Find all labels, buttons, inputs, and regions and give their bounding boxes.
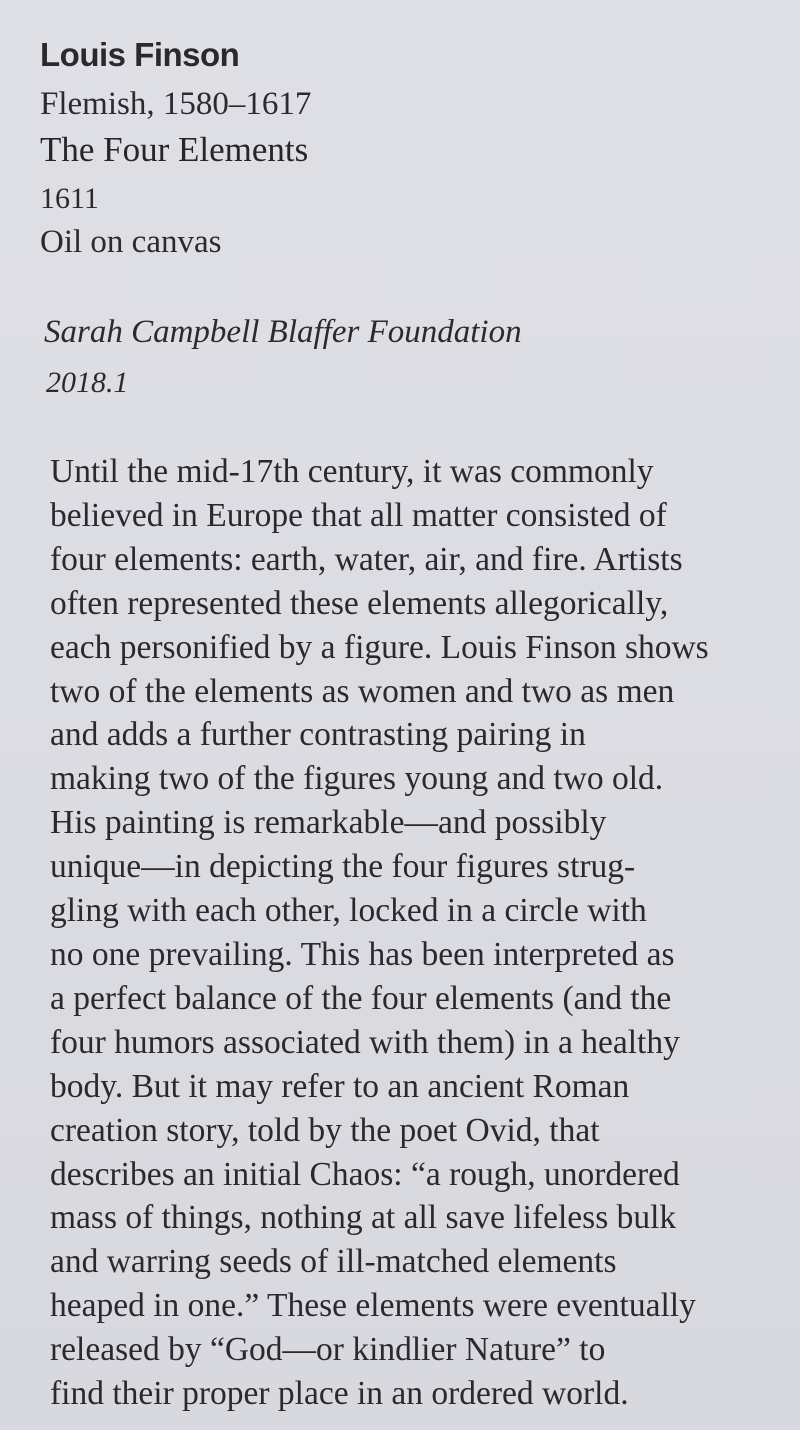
credit-line: Sarah Campbell Blaffer Foundation	[44, 314, 522, 350]
artwork-title: The Four Elements	[40, 130, 309, 169]
description-line: released by “God—or kindlier Nature” to	[50, 1331, 606, 1369]
artist-name: Louis Finson	[40, 36, 240, 73]
description-line: His painting is remarkable—and possibly	[50, 804, 607, 842]
description-line: each personified by a figure. Louis Finson shows	[50, 628, 709, 666]
description-line: describes an initial Chaos: “a rough, unordered	[50, 1155, 680, 1193]
description-line: four elements: earth, water, air, and fire. Artists	[50, 540, 683, 578]
description-line: mass of things, nothing at all save lifeless bulk	[50, 1199, 677, 1237]
description-line: and warring seeds of ill-matched elements	[50, 1243, 617, 1281]
artwork-medium: Oil on canvas	[40, 224, 222, 260]
description-line: find their proper place in an ordered world.	[50, 1375, 629, 1413]
description-line: and adds a further contrasting pairing in	[50, 716, 586, 754]
description-text	[50, 450, 780, 1416]
artwork-date: 1611	[40, 182, 99, 215]
description-line: four humors associated with them) in a healthy	[50, 1023, 680, 1061]
description-line: heaped in one.” These elements were eventually	[50, 1287, 696, 1325]
description-line: two of the elements as women and two as men	[50, 672, 675, 710]
description-line: unique—in depicting the four figures strug-	[50, 848, 636, 886]
accession-number: 2018.1	[46, 366, 129, 399]
description-line: gling with each other, locked in a circle with	[50, 892, 647, 930]
description-line: a perfect balance of the four elements (and the	[50, 979, 672, 1017]
description-line: often represented these elements allegorically,	[50, 584, 669, 622]
description-line: creation story, told by the poet Ovid, that	[50, 1111, 600, 1149]
description-line: no one prevailing. This has been interpreted as	[50, 935, 675, 973]
artist-nationality-dates: Flemish, 1580–1617	[40, 86, 312, 122]
description-line: making two of the figures young and two old.	[50, 760, 664, 798]
description-line: body. But it may refer to an ancient Roman	[50, 1067, 630, 1105]
description-line: Until the mid-17th century, it was commonly	[50, 453, 654, 490]
description-line: believed in Europe that all matter consisted of	[50, 496, 667, 534]
